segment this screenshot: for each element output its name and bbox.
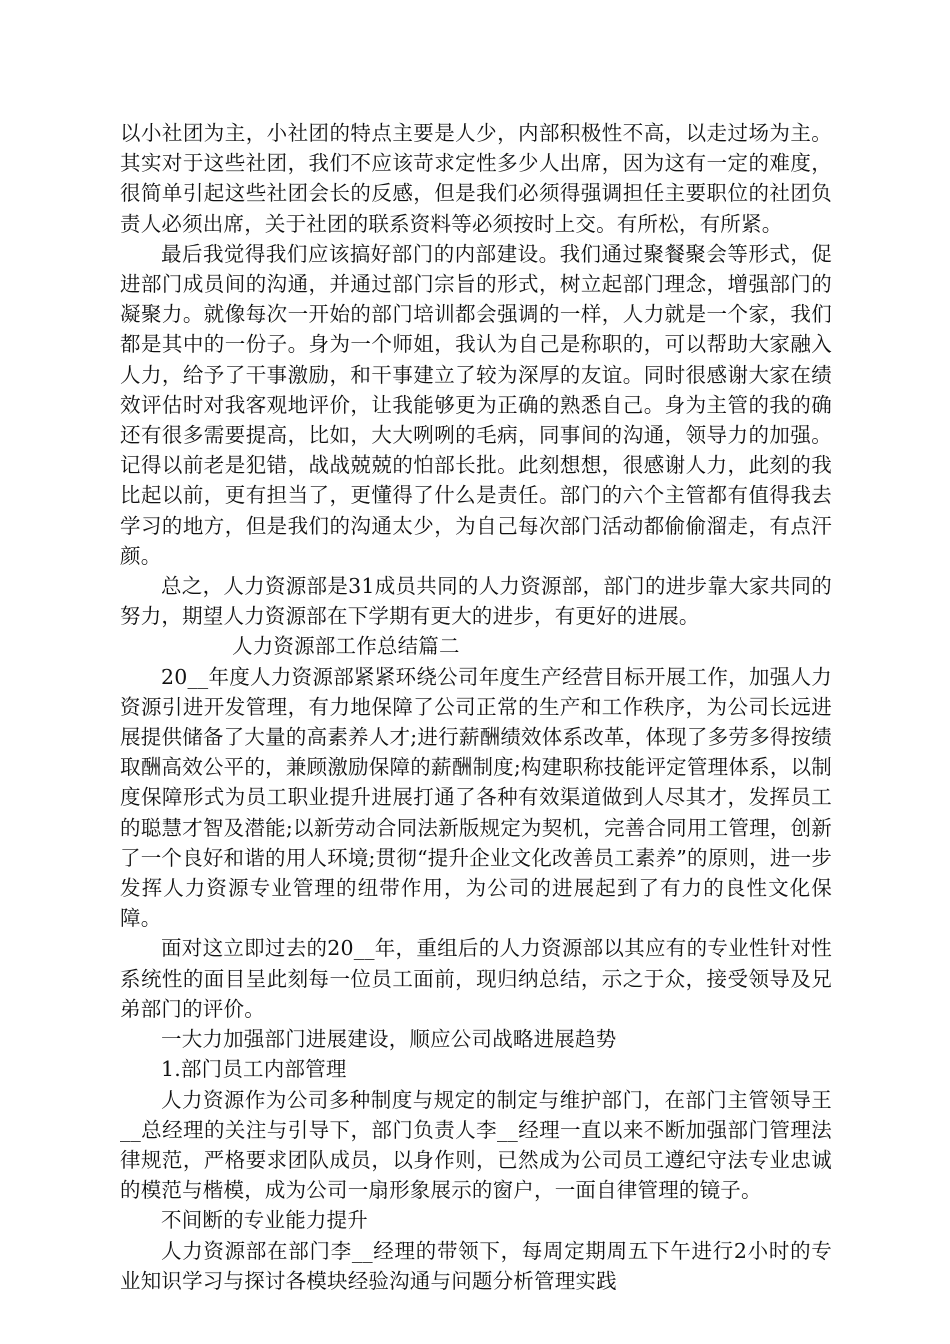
paragraph-7: 人力资源部在部门李__经理的带领下，每周定期周五下午进行2小时的专业知识学习与探讨各模块经验沟通与问题分析管理实践 (120, 1238, 832, 1293)
paragraph-4: 20__年度人力资源部紧紧环绕公司年度生产经营目标开展工作，加强人力资源引进开发管理，有力地保障了公司正常的生产和工作秩序，为公司长远进展提供储备了大量的高素养人才;进行薪酬绩效体系改革，体现了多劳多得按绩取酬高效公平的，兼顾激励保障的薪酬制度;构建职称技能评定管理体系，以制度保障形式为员工职业提升进展打通了各种有效渠道做到人尽其才，发挥员工的聪慧才智及潜能;以新劳动合同法新版规定为契机，完善合同用工管理，创新了一个良好和谐的用人环境;贯彻“提升企业文化改善员工素养”的原则，进一步发挥人力资源专业管理的纽带作用，为公司的进展起到了有力的良性文化保障。 (120, 664, 832, 931)
paragraph-5: 面对这立即过去的20__年，重组后的人力资源部以其应有的专业性针对性系统性的面目呈此刻每一位员工面前，现归纳总结，示之于众，接受领导及兄弟部门的评价。 (120, 936, 832, 1021)
paragraph-3: 总之，人力资源部是31成员共同的人力资源部，部门的进步靠大家共同的努力，期望人力资源部在下学期有更大的进步，有更好的进展。 (120, 574, 832, 629)
subheading-3: 不间断的专业能力提升 (161, 1208, 368, 1233)
section-heading: 人力资源部工作总结篇二 (232, 634, 460, 659)
subheading-2: 1.部门员工内部管理 (161, 1057, 347, 1082)
document-page (120, 118, 832, 1296)
paragraph-2: 最后我觉得我们应该搞好部门的内部建设。我们通过聚餐聚会等形式，促进部门成员间的沟通，并通过部门宗旨的形式，树立起部门理念，增强部门的凝聚力。就像每次一开始的部门培训都会强调的一样，人力就是一个家，我们都是其中的一份子。身为一个师姐，我认为自己是称职的，可以帮助大家融入人力，给予了干事激励，和干事建立了较为深厚的友谊。同时很感谢大家在绩效评估时对我客观地评价，让我能够更为正确的熟悉自己。身为主管的我的确还有很多需要提高，比如，大大咧咧的毛病，同事间的沟通，领导力的加强。记得以前老是犯错，战战兢兢的怕部长批。此刻想想，很感谢人力，此刻的我比起以前，更有担当了，更懂得了什么是责任。部门的六个主管都有值得我去学习的地方，但是我们的沟通太少，为自己每次部门活动都偷偷溜走，有点汗颜。 (120, 241, 832, 568)
paragraph-6: 人力资源作为公司多种制度与规定的制定与维护部门，在部门主管领导王__总经理的关注与引导下，部门负责人李__经理一直以来不断加强部门管理法律规范，严格要求团队成员，以身作则，已然成为公司员工遵纪守法专业忠诚的模范与楷模，成为公司一扇形象展示的窗户，一面自律管理的镜子。 (120, 1087, 832, 1203)
subheading-1: 一大力加强部门进展建设，顺应公司战略进展趋势 (161, 1027, 617, 1052)
paragraph-1: 以小社团为主，小社团的特点主要是人少，内部积极性不高，以走过场为主。其实对于这些社团，我们不应该苛求定性多少人出席，因为这有一定的难度，很简单引起这些社团会长的反感，但是我们必须得强调担任主要职位的社团负责人必须出席，关于社团的联系资料等必须按时上交。有所松，有所紧。 (120, 121, 832, 236)
